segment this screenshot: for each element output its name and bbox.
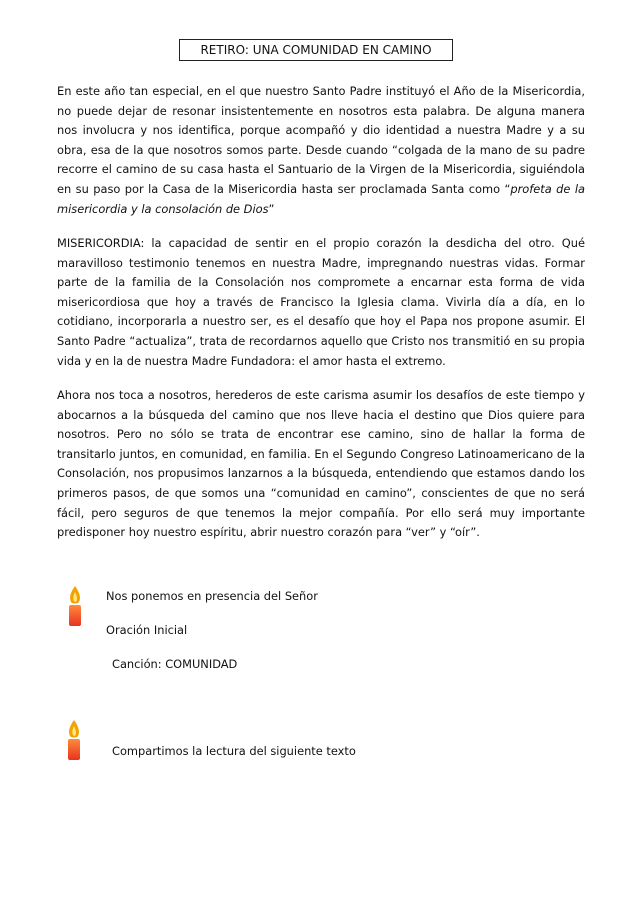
- step-song: Canción: COMUNIDAD: [112, 657, 238, 671]
- paragraph-1-quote: profeta de la misericordia y la consolación de Dios: [57, 181, 585, 216]
- paragraph-3: Ahora nos toca a nosotros, herederos de este carisma asumir los desafíos de este tiempo y abocarnos a la búsqueda del camino que nos lleve hacia el destino que Dios quiere para nosotros. Pero no sólo se trata de encontrar ese camino, sino de hallar la forma de transitarlo juntos, en comunidad, en familia. En el Segundo Congreso Latinoamericano de la Consolación, nos propusimos lanzarnos a la búsqueda, entendiendo que estamos dando los primeros pasos, de que somos una “comunidad en camino”, conscientes de que no será fácil, pero seguros de que tenemos la mejor compañía. Por ello será muy importante predisponer hoy nuestro espíritu, abrir nuestro corazón para “ver” y “oír”.: [57, 388, 585, 540]
- paragraph-1-text: En este año tan especial, en el que nuestro Santo Padre instituyó el Año de la Misericordia, no puede dejar de resonar insistentemente en nosotros esta palabra. De alguna manera nos involucra y nos identifica, porque acompañó y dio identidad a nuestra Madre y a su obra, esa de la que nosotros somos parte. Desde cuando “colgada de la mano de su padre recorre el camino de su casa hasta el Santuario de la Virgen de la Misericordia, siguiéndola en su paso por la Casa de la Misericordia hasta ser proclamada Santa como “: [57, 84, 585, 196]
- step-initial-prayer: Oración Inicial: [106, 623, 188, 637]
- paragraph-2: MISERICORDIA: la capacidad de sentir en el propio corazón la desdicha del otro. Qué maravilloso testimonio tenemos en nuestra Madre, impregnando nuestras vidas. Formar parte de la familia de la Consolación nos compromete a encarnar esta forma de vida misericordiosa que hoy a través de Francisco la Iglesia clama. Vivirla día a día, en lo cotidiano, incorporarla a nuestro ser, es el desafío que hoy el Papa nos propone asumir. El Santo Padre “actualiza”, trata de recordarnos aquello que Cristo nos transmitió en su propia vida y en la de nuestra Madre Fundadora: el amor hasta el extremo.: [57, 236, 585, 368]
- paragraph-1-end: ”: [268, 201, 275, 216]
- candle-icon: [63, 584, 87, 628]
- document-title: RETIRO: UNA COMUNIDAD EN CAMINO: [179, 39, 453, 61]
- step-presence: Nos ponemos en presencia del Señor: [106, 589, 318, 603]
- candle-icon: [62, 718, 86, 762]
- paragraph-1: [57, 82, 585, 219]
- step-shared-reading: Compartimos la lectura del siguiente texto: [112, 744, 356, 758]
